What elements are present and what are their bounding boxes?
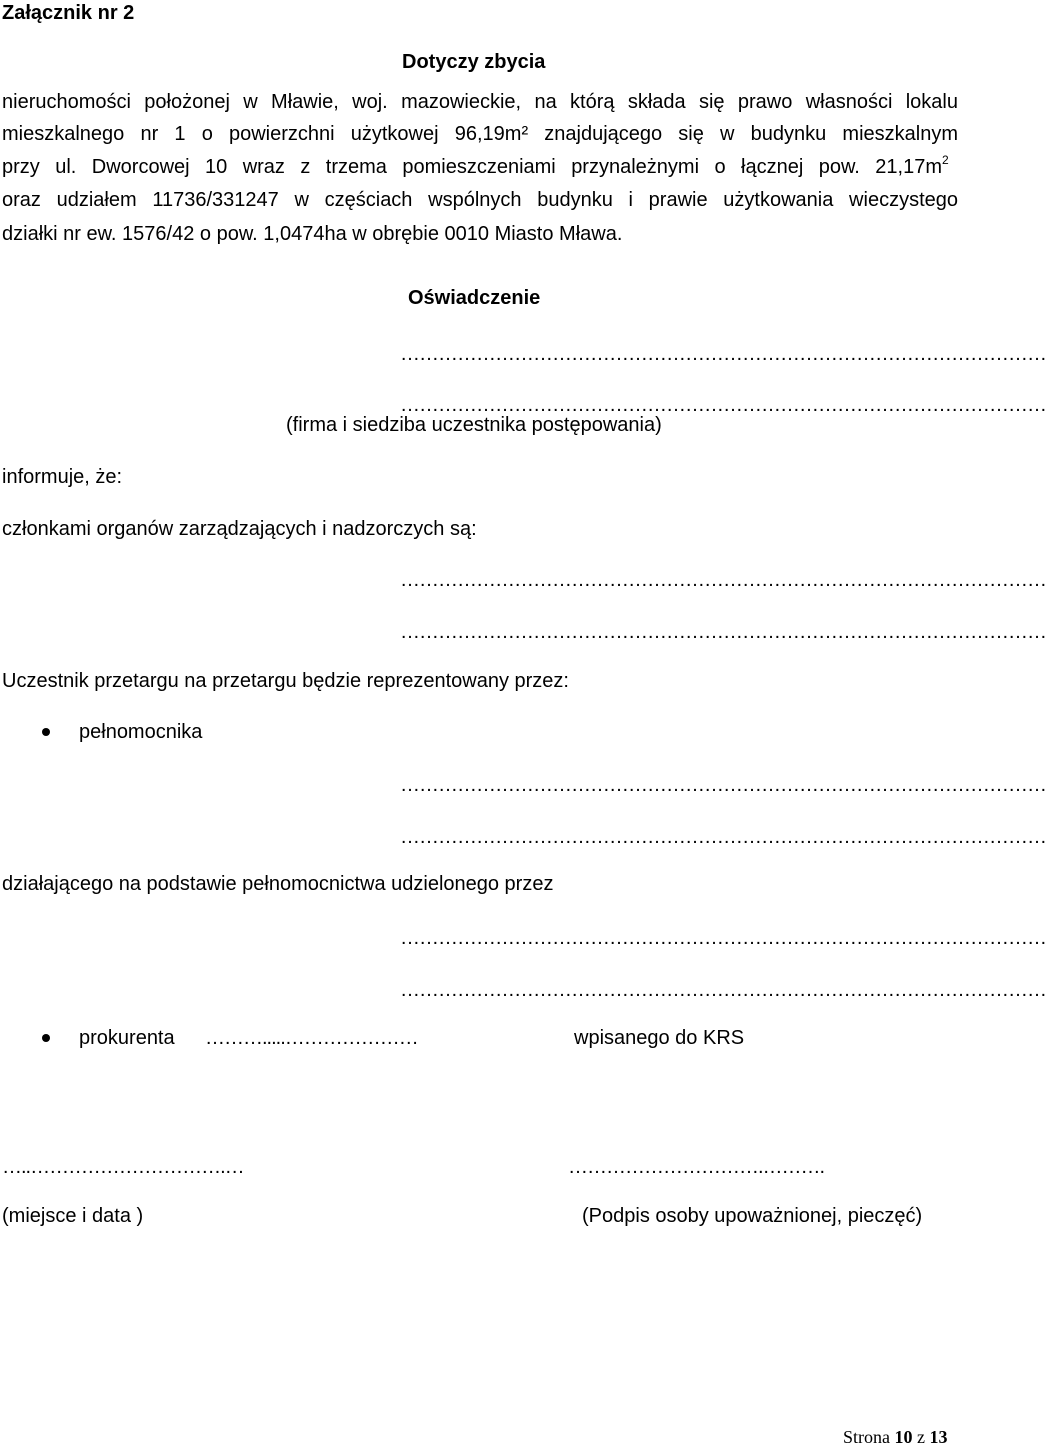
dots-line: ………………………………………………………………………………………… [400,826,1046,848]
signature-caption: (Podpis osoby upoważnionej, pieczęć) [582,1205,923,1227]
description-line-3-text: przy ul. Dworcowej 10 wraz z trzema pomieszczeniami przynależnymi o łącznej pow. 21,17m [2,156,942,178]
proxy-label: pełnomocnika [79,721,203,743]
declaration-title: Oświadczenie [408,287,541,309]
bullet-icon [42,728,50,736]
dots-line: ………………………………………………………………………………………… [400,394,1046,416]
procurator-suffix: wpisanego do KRS [574,1027,745,1049]
description-line-3 [2,155,958,179]
page-number: 10 [894,1427,913,1447]
place-date-dots: …..………………………….… [2,1156,244,1178]
bullet-icon [42,1034,50,1042]
superscript: 2 [942,153,949,167]
dots-line: ………………………………………………………………………………………… [400,343,1046,365]
description-line-2: mieszkalnego nr 1 o powierzchni użytkowej 96,19m² znajdującego się w budynku mieszkalnym [2,123,958,145]
page-footer [843,1427,948,1448]
informs-label: informuje, że: [2,466,123,488]
description-line-1: nieruchomości położonej w Mławie, woj. mazowieckie, na którą składa się prawo własności lokalu [2,91,958,113]
signature-dots: ………………………….………. [568,1156,825,1178]
place-date-caption: (miejsce i data ) [2,1205,144,1227]
board-members-label: członkami organów zarządzających i nadzorczych są: [2,518,477,540]
dots-line: ………………………………………………………………………………………… [400,774,1046,796]
heading: Dotyczy zbycia [402,51,546,73]
of-word: z [917,1427,925,1447]
dots-line: ………………………………………………………………………………………… [400,927,1046,949]
power-of-attorney-label: działającego na podstawie pełnomocnictwa udzielonego przez [2,873,554,895]
description-line-4: oraz udziałem 11736/331247 w częściach wspólnych budynku i prawie użytkowania wieczystego [2,189,958,211]
attachment-label: Załącznik nr 2 [2,2,135,24]
dots-line: ………………………………………………………………………………………… [400,569,1046,591]
page-word: Strona [843,1427,890,1447]
procurator-dots: ……….....………………… [205,1027,418,1049]
total-pages: 13 [929,1427,948,1447]
company-caption: (firma i siedziba uczestnika postępowania) [286,414,662,436]
dots-line: ………………………………………………………………………………………… [400,979,1046,1001]
description-line-5: działki nr ew. 1576/42 o pow. 1,0474ha w obrębie 0010 Miasto Mława. [2,223,623,245]
representation-label: Uczestnik przetargu na przetargu będzie reprezentowany przez: [2,670,569,692]
dots-line: ………………………………………………………………………………………… [400,621,1046,643]
procurator-label: prokurenta [79,1027,175,1049]
